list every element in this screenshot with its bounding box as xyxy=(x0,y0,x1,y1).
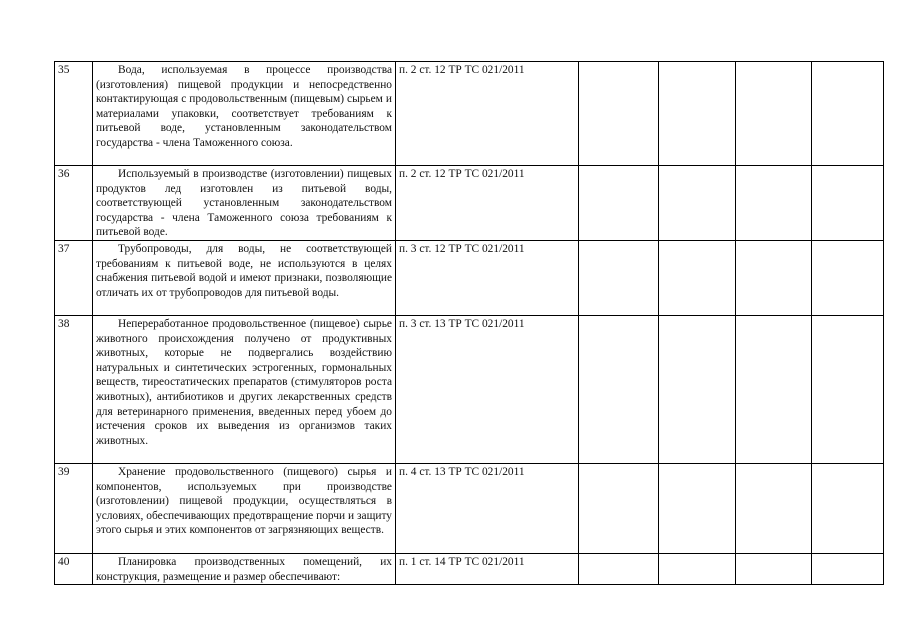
reference-cell: п. 4 ст. 13 ТР ТС 021/2011 xyxy=(396,464,579,554)
table-row xyxy=(55,464,884,554)
answer-cell-yes[interactable] xyxy=(579,316,659,464)
row-number: 40 xyxy=(55,554,93,585)
reference-cell: п. 1 ст. 14 ТР ТС 021/2011 xyxy=(396,554,579,585)
answer-cell-no[interactable] xyxy=(659,166,736,241)
answer-cell-no[interactable] xyxy=(659,316,736,464)
requirement-cell xyxy=(93,241,396,316)
answer-cell-not-applicable[interactable] xyxy=(736,464,812,554)
answer-cell-yes[interactable] xyxy=(579,166,659,241)
answer-cell-not-applicable[interactable] xyxy=(736,316,812,464)
row-number: 35 xyxy=(55,62,93,166)
notes-cell[interactable] xyxy=(812,241,884,316)
requirement-text: Хранение продовольственного (пищевого) сырья и компонентов, используемых при производстве (изготовлении) пищевой продукции, осуществляться в условиях, обеспечивающих предотвращение порчи и защиту этого сырья и этих компонентов от загрязняющих веществ. xyxy=(96,466,392,537)
notes-cell[interactable] xyxy=(812,464,884,554)
requirement-cell xyxy=(93,316,396,464)
notes-cell[interactable] xyxy=(812,62,884,166)
requirement-text: Трубопроводы, для воды, не соответствующей требованиям к питьевой воде, не используются в целях снабжения питьевой водой и имеют признаки, позволяющие отличать их от трубопроводов для питьевой воды. xyxy=(96,243,392,299)
requirement-cell xyxy=(93,554,396,585)
row-number: 38 xyxy=(55,316,93,464)
answer-cell-no[interactable] xyxy=(659,554,736,585)
answer-cell-yes[interactable] xyxy=(579,62,659,166)
answer-cell-no[interactable] xyxy=(659,464,736,554)
table-row xyxy=(55,62,884,166)
row-number: 39 xyxy=(55,464,93,554)
reference-cell: п. 2 ст. 12 ТР ТС 021/2011 xyxy=(396,166,579,241)
answer-cell-not-applicable[interactable] xyxy=(736,554,812,585)
requirement-cell xyxy=(93,62,396,166)
answer-cell-no[interactable] xyxy=(659,241,736,316)
requirement-cell xyxy=(93,166,396,241)
requirement-text: Используемый в производстве (изготовлении) пищевых продуктов лед изготовлен из питьевой воды, соответствующей установленным законодательством государства - члена Таможенного союза требованиям к питьевой воде. xyxy=(96,168,392,239)
requirement-cell xyxy=(93,464,396,554)
answer-cell-yes[interactable] xyxy=(579,464,659,554)
row-number: 37 xyxy=(55,241,93,316)
notes-cell[interactable] xyxy=(812,166,884,241)
reference-cell: п. 3 ст. 12 ТР ТС 021/2011 xyxy=(396,241,579,316)
requirement-text: Планировка производственных помещений, их конструкция, размещение и размер обеспечивают: xyxy=(96,556,392,583)
table-row xyxy=(55,316,884,464)
notes-cell[interactable] xyxy=(812,316,884,464)
table-row xyxy=(55,554,884,585)
answer-cell-yes[interactable] xyxy=(579,241,659,316)
reference-cell: п. 2 ст. 12 ТР ТС 021/2011 xyxy=(396,62,579,166)
answer-cell-no[interactable] xyxy=(659,62,736,166)
table-row xyxy=(55,166,884,241)
answer-cell-not-applicable[interactable] xyxy=(736,62,812,166)
reference-cell: п. 3 ст. 13 ТР ТС 021/2011 xyxy=(396,316,579,464)
table-row xyxy=(55,241,884,316)
answer-cell-not-applicable[interactable] xyxy=(736,241,812,316)
requirement-text: Непереработанное продовольственное (пищевое) сырье животного происхождения получено от продуктивных животных, которые не подвергались воздействию натуральных и синтетических эстрогенных, гормональных веществ, тиреостатических препаратов (стимуляторов роста животных), антибиотиков и других лекарственных средств для ветеринарного применения, введенных перед убоем до истечения сроков их выведения из организмов таких животных. xyxy=(96,318,392,447)
row-number: 36 xyxy=(55,166,93,241)
requirement-text: Вода, используемая в процессе производства (изготовления) пищевой продукции и непосредственно контактирующая с продовольственным (пищевым) сырьем и материалами упаковки, соответствует требованиям к питьевой воде, установленным законодательством государства - члена Таможенного союза. xyxy=(96,64,392,149)
answer-cell-yes[interactable] xyxy=(579,554,659,585)
answer-cell-not-applicable[interactable] xyxy=(736,166,812,241)
requirements-table xyxy=(54,61,884,585)
notes-cell[interactable] xyxy=(812,554,884,585)
